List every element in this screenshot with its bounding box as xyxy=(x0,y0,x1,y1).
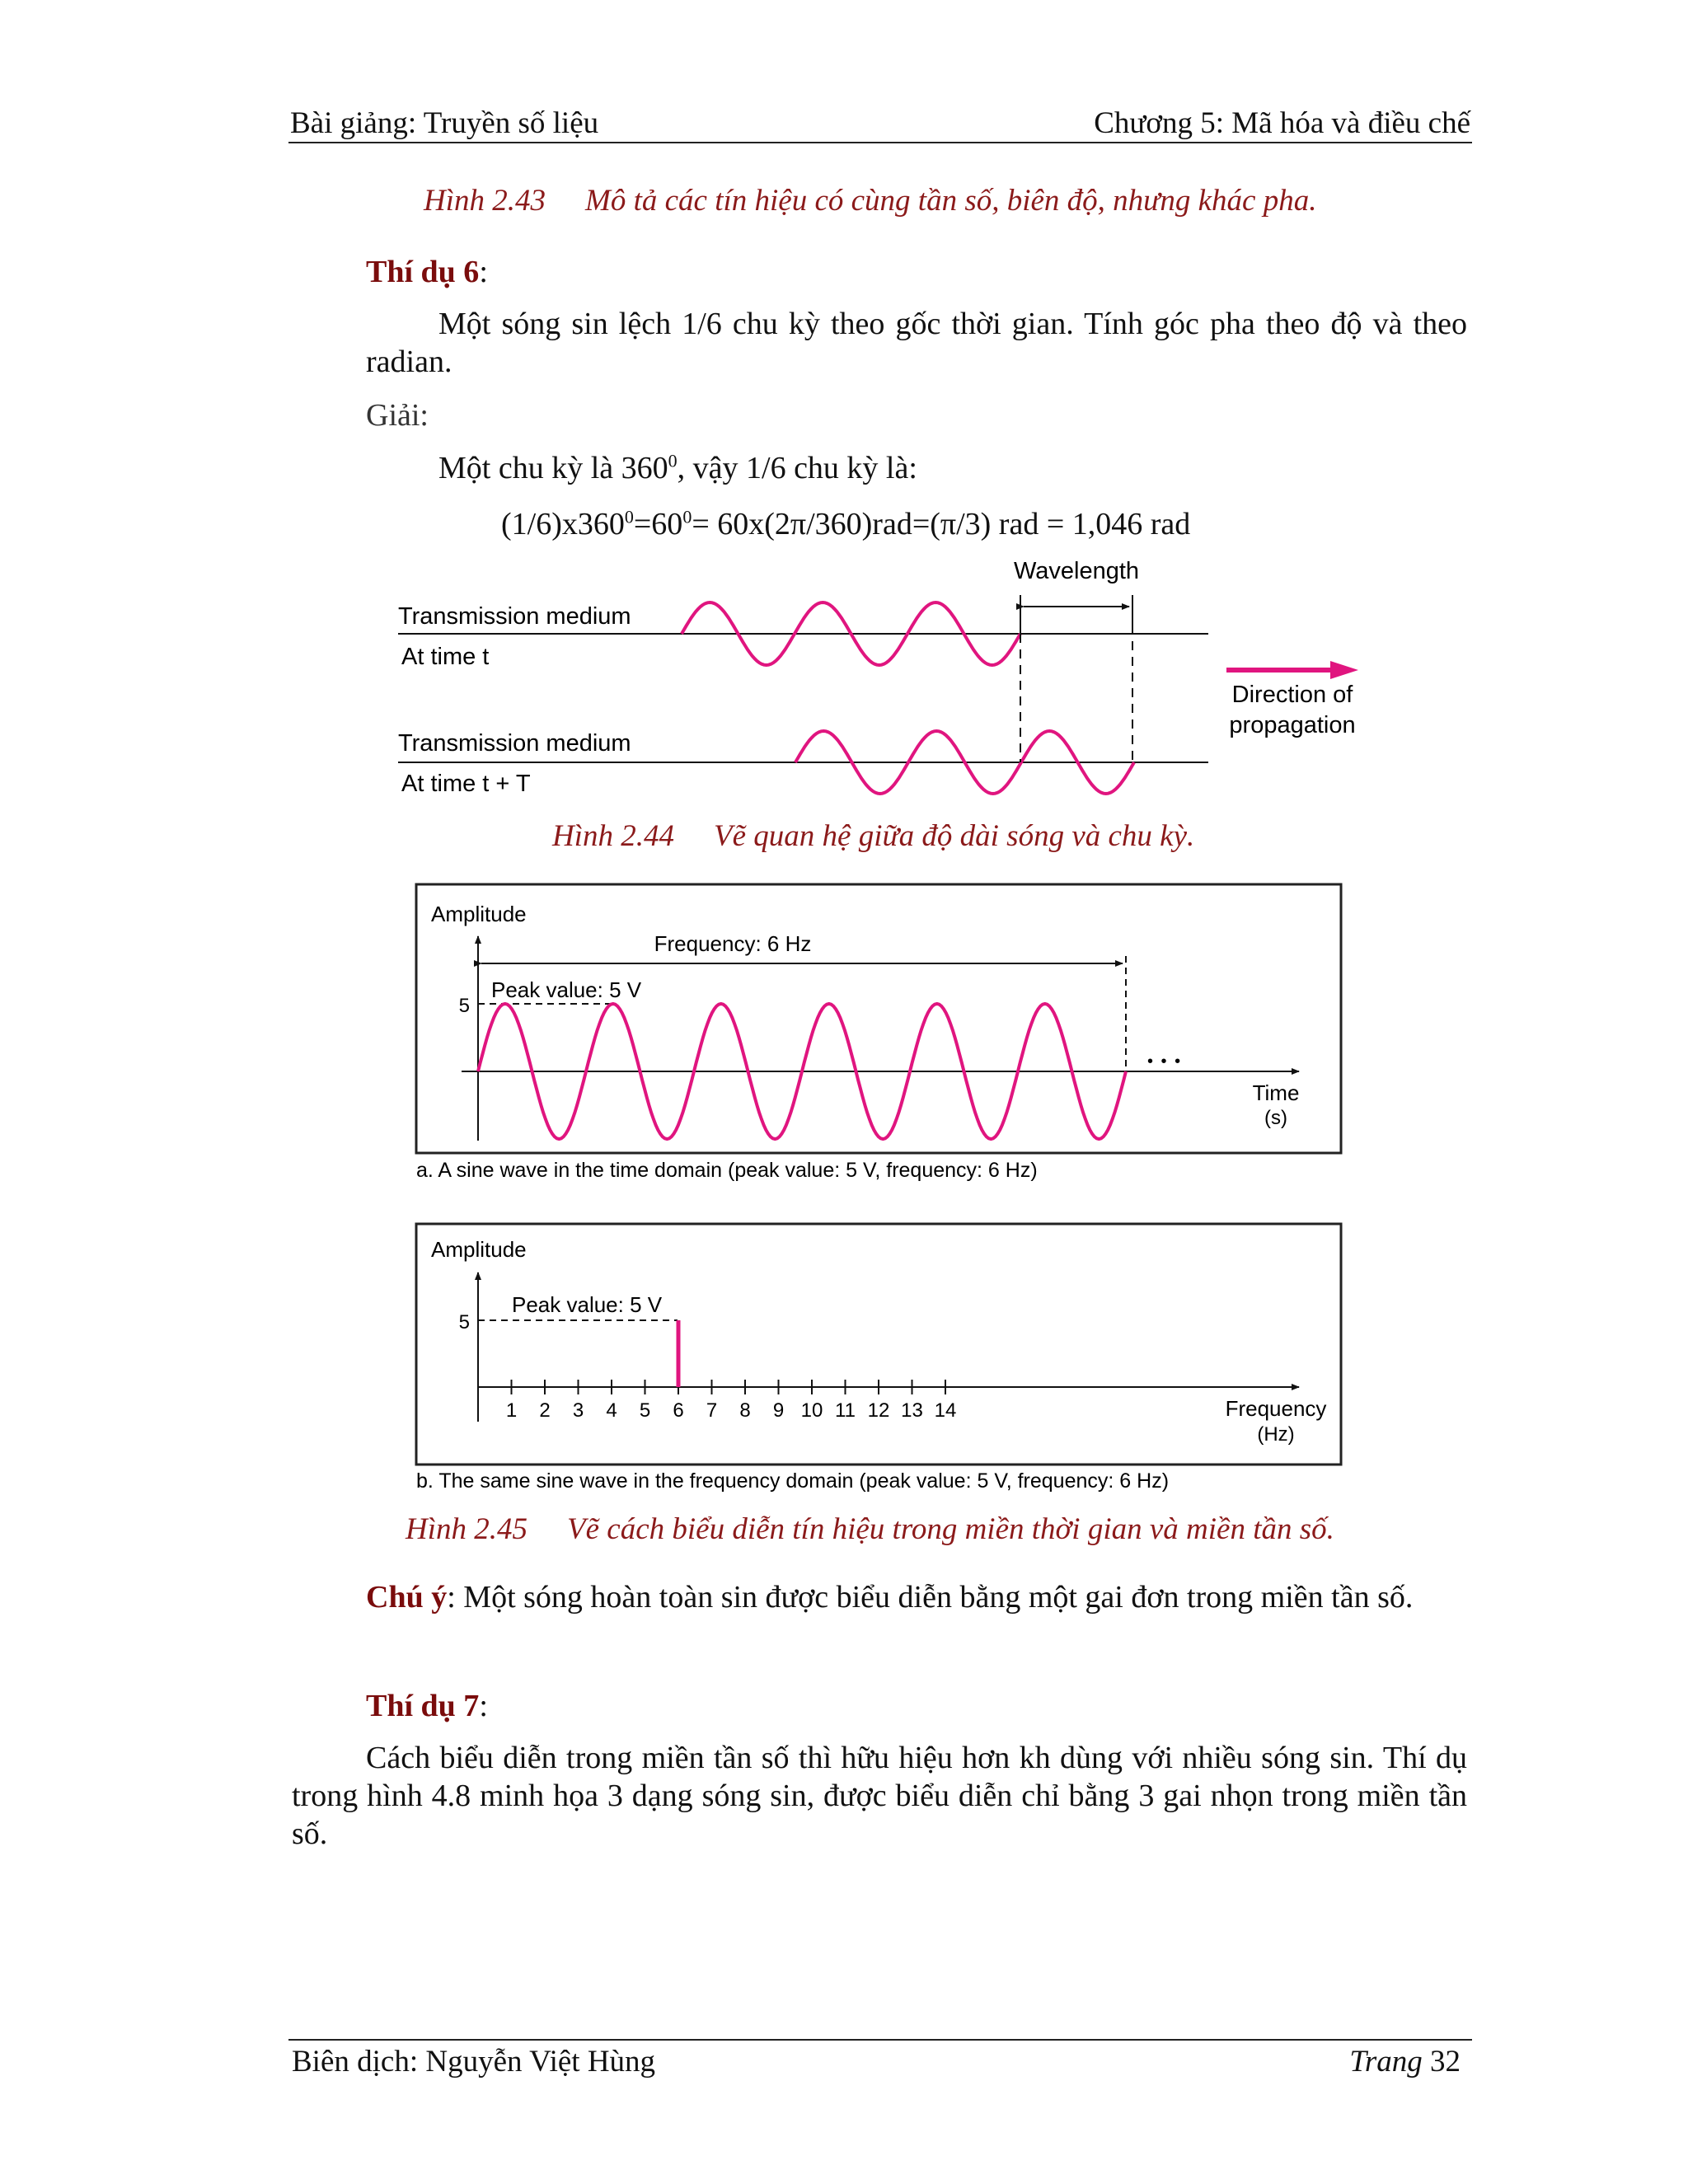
peak-value-label-b: Peak value: 5 V xyxy=(512,1292,663,1317)
time-domain-caption: a. A sine wave in the time domain (peak value: 5 V, frequency: 6 Hz) xyxy=(416,1159,1038,1182)
frequency-tick-label-7: 7 xyxy=(706,1399,718,1422)
footer-page xyxy=(1349,2044,1461,2079)
frequency-ticks xyxy=(506,1380,957,1422)
y-tick-5-b: 5 xyxy=(458,1311,470,1333)
caption-number: Hình 2.44 xyxy=(552,819,674,853)
note-text: : Một sóng hoàn toàn sin được biểu diễn bằng một gai đơn trong miền tần số. xyxy=(447,1580,1414,1615)
direction-label-1: Direction of xyxy=(1231,682,1353,708)
time-axis-label: Time xyxy=(1252,1080,1300,1105)
frequency-tick-label-1: 1 xyxy=(505,1399,518,1422)
example-6-heading: Thí dụ 6: xyxy=(366,255,488,289)
frequency-tick-label-10: 10 xyxy=(800,1399,823,1422)
frequency-axis-label: Frequency xyxy=(1225,1396,1327,1421)
frequency-domain-caption: b. The same sine wave in the frequency domain (peak value: 5 V, frequency: 6 Hz) xyxy=(416,1469,1170,1493)
caption-number: Hình 2.45 xyxy=(406,1512,528,1546)
frequency-tick-label-2: 2 xyxy=(539,1399,551,1422)
wavelength-label: Wavelength xyxy=(1013,558,1140,584)
frequency-tick-label-8: 8 xyxy=(739,1399,751,1422)
direction-arrow-head xyxy=(1330,661,1358,679)
footer-left: Biên dịch: Nguyễn Việt Hùng xyxy=(292,2045,656,2079)
note-label: Chú ý xyxy=(366,1580,448,1615)
footer-rule xyxy=(288,2039,1472,2041)
example-title: Thí dụ 6 xyxy=(366,255,480,289)
caption-text: Mô tả các tín hiệu có cùng tần số, biên độ, nhưng khác pha. xyxy=(585,184,1317,218)
solution-formula: $(1/6)x360^0=60^0= 60x(2\pi/360)rad=(\pi/3)$ rad = 1,046 rad xyxy=(501,506,1191,541)
caption-number: Hình 2.43 xyxy=(424,184,546,218)
note-paragraph xyxy=(366,1579,1413,1615)
caption-figure-2-44 xyxy=(552,818,1194,854)
figure-2-45 xyxy=(0,874,1688,1500)
medium-label-2: Transmission medium xyxy=(398,730,631,757)
frequency-tick-label-3: 3 xyxy=(572,1399,584,1422)
example-6-problem: Một sóng sin lệch 1/6 chu kỳ theo gốc thời gian. Tính góc pha theo độ và theo radian. xyxy=(366,307,1467,379)
figure-2-44-wavelength-diagram xyxy=(0,0,1688,824)
time-axis-unit: (s) xyxy=(1264,1107,1287,1129)
caption-text: Vẽ quan hệ giữa độ dài sóng và chu kỳ. xyxy=(714,819,1195,853)
caption-text: Vẽ cách biểu diễn tín hiệu trong miền thời gian và miền tần số. xyxy=(567,1512,1334,1546)
page-number: 32 xyxy=(1430,2045,1461,2079)
header-left: Bài giảng: Truyền số liệu xyxy=(290,106,599,140)
amplitude-label-a: Amplitude xyxy=(431,902,527,926)
frequency-tick-label-14: 14 xyxy=(934,1399,957,1422)
frequency-tick-label-11: 11 xyxy=(835,1399,856,1422)
page-label: Trang xyxy=(1349,2045,1423,2079)
y-tick-5-a: 5 xyxy=(458,995,470,1017)
time-domain-panel xyxy=(416,884,1341,1153)
direction-label-2: propagation xyxy=(1229,712,1356,738)
example-7-heading: Thí dụ 7: xyxy=(366,1689,488,1723)
frequency-tick-label-12: 12 xyxy=(867,1399,890,1422)
continuation-dots: • • • xyxy=(1147,1052,1183,1071)
example-title: Thí dụ 7 xyxy=(366,1689,480,1723)
time-label-2: At time t + T xyxy=(401,771,531,797)
solution-label: Giải: xyxy=(366,398,429,433)
amplitude-label-b: Amplitude xyxy=(431,1237,527,1262)
frequency-tick-label-4: 4 xyxy=(606,1399,617,1422)
frequency-tick-label-6: 6 xyxy=(673,1399,684,1422)
frequency-tick-label-5: 5 xyxy=(639,1399,651,1422)
caption-figure-2-45 xyxy=(406,1511,1334,1547)
frequency-tick-label-13: 13 xyxy=(901,1399,923,1422)
frequency-6hz-label: Frequency: 6 Hz xyxy=(654,931,812,956)
medium-label-1: Transmission medium xyxy=(398,603,631,630)
solution-line-1: Một chu kỳ là $360^0$, vậy 1/6 chu kỳ là: xyxy=(438,450,917,485)
peak-value-label-a: Peak value: 5 V xyxy=(491,977,642,1002)
time-label-1: At time t xyxy=(401,644,490,670)
header-right: Chương 5: Mã hóa và điều chế xyxy=(1094,106,1470,140)
frequency-axis-unit: (Hz) xyxy=(1257,1423,1295,1446)
frequency-tick-label-9: 9 xyxy=(772,1399,785,1422)
example-7-text: Cách biểu diễn trong miền tần số thì hữu hiệu hơn kh dùng với nhiều sóng sin. Thí dụ trong hình 4.8 minh họa 3 dạng sóng sin, được biểu diễn chỉ bằng 3 gai nhọn trong miền tần số. xyxy=(292,1741,1467,1851)
frequency-domain-panel xyxy=(416,1224,1341,1465)
